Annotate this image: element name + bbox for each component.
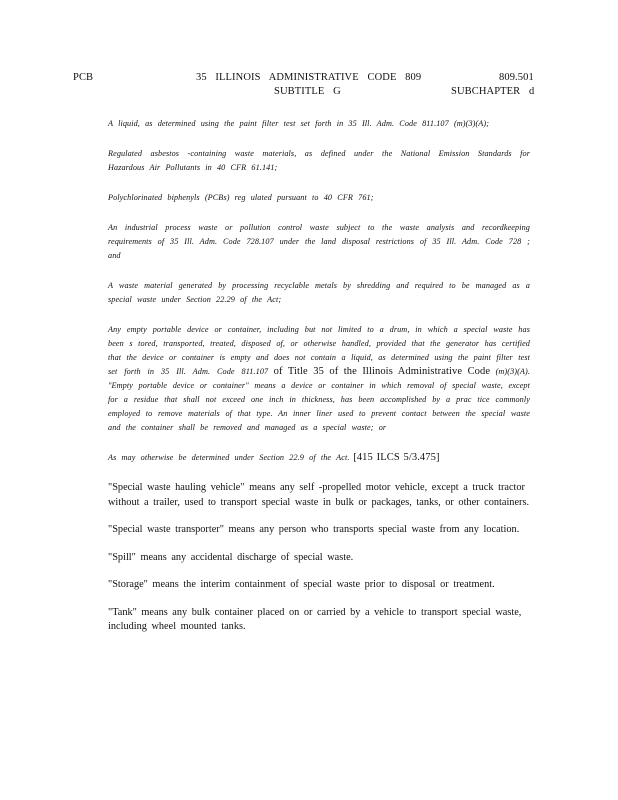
paragraph-empty-container-part2: (m)(3)(A). "Empty portable device or container" means a device or container in which removal of special waste, except for a residue that shall not exceed one inch in thickness, has been accomplished by a prac tice commonly employed to remove materials of that type. An inner liner used to prevent contact between the special waste and the container shall be removed and managed as a special waste; or bbox=[108, 367, 530, 432]
paragraph-empty-container bbox=[108, 323, 530, 435]
paragraph-otherwise-determined-text: As may otherwise be determined under Section 22.9 of the Act. bbox=[108, 453, 350, 462]
definition-tank: "Tank" means any bulk container placed on or carried by a vehicle to transport special waste, including wheel mounted tanks. bbox=[108, 606, 522, 632]
document-body bbox=[108, 117, 530, 648]
header-title: 35 ILLINOIS ADMINISTRATIVE CODE 809 bbox=[196, 72, 422, 83]
statute-citation: [415 ILCS 5/3.475] bbox=[349, 452, 440, 463]
header-subchapter: SUBCHAPTER d bbox=[451, 86, 535, 97]
paragraph-liquid: A liquid, as determined using the paint filter test set forth in 35 Ill. Adm. Code 811.107 (m)(3)(A); bbox=[108, 119, 490, 128]
paragraph-otherwise-determined bbox=[108, 451, 530, 465]
definition-storage: "Storage" means the interim containment of special waste prior to disposal or treatment. bbox=[108, 579, 495, 590]
header-subtitle: SUBTITLE G bbox=[274, 86, 341, 97]
definition-hauling-vehicle: "Special waste hauling vehicle" means any self -propelled motor vehicle, except a truck tractor without a trailer, used to transport special waste in bulk or packages, tanks, or other containers. bbox=[108, 482, 530, 508]
definition-spill: "Spill" means any accidental discharge of special waste. bbox=[108, 551, 354, 563]
paragraph-pcbs: Polychlorinated biphenyls (PCBs) reg ulated pursuant to 40 CFR 761; bbox=[108, 193, 374, 202]
header-section-number: 809.501 bbox=[499, 72, 534, 83]
paragraph-empty-container-title-ref: of Title 35 of the Illinois Administrative Code bbox=[268, 366, 496, 377]
header-left: PCB bbox=[73, 72, 94, 83]
paragraph-industrial-process-waste: An industrial process waste or pollution control waste subject to the waste analysis and recordkeeping requirements of 35 Ill. Adm. Code 728.107 under the land disposal restrictions of 35 Ill. Adm. Code 728 ; and bbox=[108, 223, 530, 260]
paragraph-recyclable-metals: A waste material generated by processing recyclable metals by shredding and required to be managed as a special waste under Section 22.29 of the Act; bbox=[108, 281, 530, 304]
paragraph-asbestos: Regulated asbestos -containing waste materials, as defined under the National Emission Standards for Hazardous Air Pollutants in 40 CFR 61.141; bbox=[108, 149, 530, 172]
definition-transporter: "Special waste transporter" means any person who transports special waste from any location. bbox=[108, 524, 520, 535]
paragraph-empty-container-part1: Any empty portable device or container, including but not limited to a drum, in which a special waste has been s tored, transported, treated, disposed of, or otherwise handled, provided that the generator has certified that the device or container is empty and does not contain a liquid, as determined using the paint filter test set forth in 35 Ill. Adm. Code 811.107 bbox=[108, 325, 530, 376]
